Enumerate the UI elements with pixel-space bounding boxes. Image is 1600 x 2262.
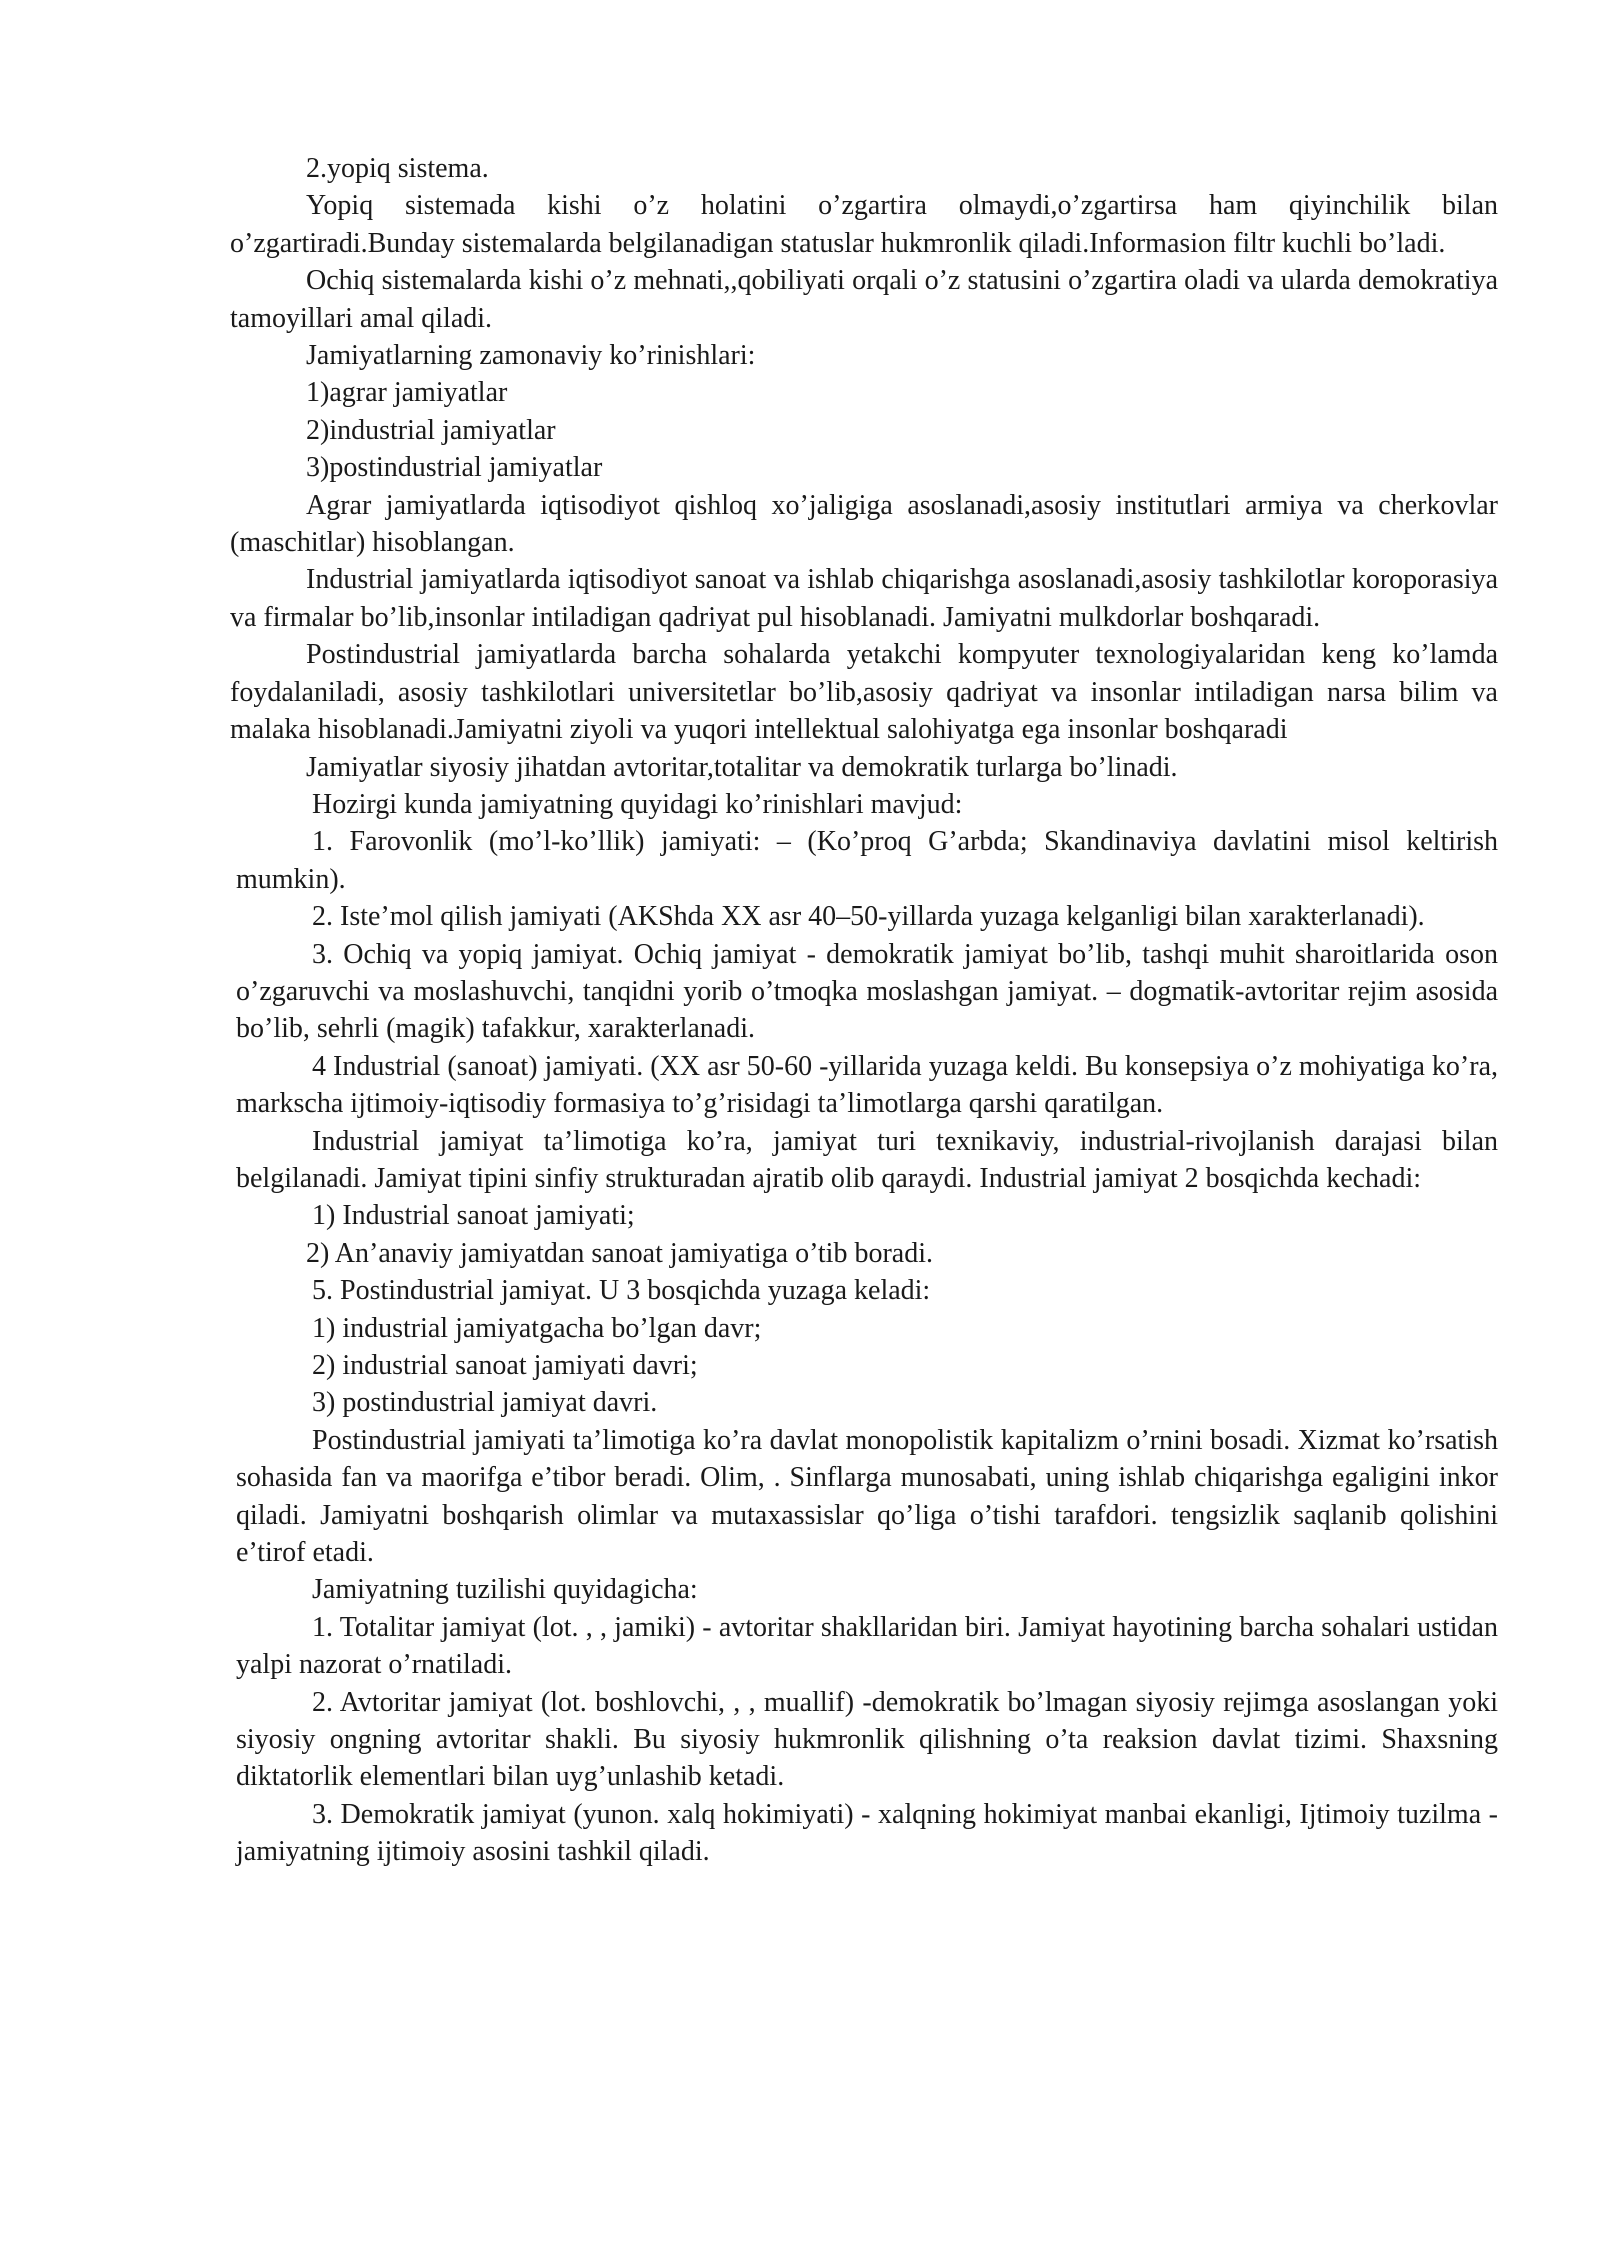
- document-page: [230, 150, 1498, 1871]
- paragraph: 1. Farovonlik (mo’l-ko’llik) jamiyati: – (Ko’proq G’arbda; Skandinaviya davlatini misol keltirish mumkin).: [236, 826, 1498, 895]
- paragraph: Postindustrial jamiyati ta’limotiga ko’ra davlat monopolistik kapitalizm o’rnini bosadi. Xizmat ko’rsatish sohasida fan va maorifga e’tibor beradi. Olim, . Sinflarga munosabati, uning ishlab chiqarishga egaligini inkor qiladi. Jamiyatni boshqarish olimlar va mutaxassislar qo’liga o’tishi tarafdori. tengsizlik saqlanib qolishini e’tirof etadi.: [236, 1424, 1498, 1569]
- list-line: 3) postindustrial jamiyat davri.: [312, 1387, 658, 1419]
- paragraph: Yopiq sistemada kishi o’z holatini o’zgartira olmaydi,o’zgartirsa ham qiyinchilik bilan o’zgartiradi.Bunday sistemalarda belgilanadigan statuslar hukmronlik qiladi.Informasion filtr kuchli bo’ladi.: [230, 190, 1498, 259]
- list-line: 5. Postindustrial jamiyat. U 3 bosqichda yuzaga keladi:: [312, 1275, 931, 1307]
- paragraph: Agrar jamiyatlarda iqtisodiyot qishloq xo’jaligiga asoslanadi,asosiy institutlari armiya va cherkovlar (maschitlar) hisoblangan.: [230, 489, 1498, 559]
- paragraph: Postindustrial jamiyatlarda barcha sohalarda yetakchi kompyuter texnologiyalaridan keng ko’lamda foydalaniladi, asosiy tashkilotlari universitetlar bo’lib,asosiy qadriyat va insonlar intiladigan narsa bilim va malaka hisoblanadi.Jamiyatni ziyoli va yuqori intellektual salohiyatga ega insonlar boshqaradi: [230, 639, 1498, 746]
- list-line: 2)industrial jamiyatlar: [306, 414, 556, 446]
- paragraph: 3. Ochiq va yopiq jamiyat. Ochiq jamiyat - demokratik jamiyat bo’lib, tashqi muhit sharoitlarida oson o’zgaruvchi va moslashuvchi, tanqidni yorib o’tmoqka moslashgan jamiyat. – dogmatik-avtoritar rejim asosida bo’lib, sehrli (magik) tafakkur, xarakterlanadi.: [236, 938, 1498, 1045]
- list-line: 3)postindustrial jamiyatlar: [306, 452, 603, 484]
- list-line: 1) industrial jamiyatgacha bo’lgan davr;: [312, 1312, 762, 1344]
- paragraph: Industrial jamiyat ta’limotiga ko’ra, jamiyat turi texnikaviy, industrial-rivojlanish darajasi bilan belgilanadi. Jamiyat tipini sinfiy strukturadan ajratib olib qaraydi. Industrial jamiyat 2 bosqichda kechadi:: [236, 1125, 1498, 1194]
- paragraph: 1. Totalitar jamiyat (lot. , , jamiki) - avtoritar shakllaridan biri. Jamiyat hayotining barcha sohalari ustidan yalpi nazorat o’rnatiladi.: [236, 1611, 1498, 1681]
- list-line: Hozirgi kunda jamiyatning quyidagi ko’rinishlari mavjud:: [312, 788, 963, 820]
- list-line: 2) An’anaviy jamiyatdan sanoat jamiyatiga o’tib boradi.: [306, 1237, 933, 1269]
- list-line: Jamiyatlar siyosiy jihatdan avtoritar,totalitar va demokratik turlarga bo’linadi.: [306, 751, 1178, 783]
- list-line: 2) industrial sanoat jamiyati davri;: [312, 1350, 698, 1381]
- list-line: 1) Industrial sanoat jamiyati;: [312, 1200, 635, 1232]
- paragraph: 4 Industrial (sanoat) jamiyati. (XX asr 50-60 -yillarida yuzaga keldi. Bu konsepsiya o’z mohiyatiga ko’ra, markscha ijtimoiy-iqtisodiy formasiya to’g’risidagi ta’limotlarga qarshi qaratilgan.: [236, 1050, 1498, 1120]
- list-line: Jamiyatlarning zamonaviy ko’rinishlari:: [306, 340, 756, 372]
- paragraph: Ochiq sistemalarda kishi o’z mehnati,,qobiliyati orqali o’z statusini o’zgartira oladi va ularda demokratiya tamoyillari amal qiladi.: [230, 265, 1498, 334]
- list-line: 1)agrar jamiyatlar: [306, 377, 508, 409]
- list-line: 2.yopiq sistema.: [306, 153, 489, 184]
- paragraph: 3. Demokratik jamiyat (yunon. xalq hokimiyati) - xalqning hokimiyat manbai ekanligi, Ijtimoiy tuzilma - jamiyatning ijtimoiy asosini tashkil qiladi.: [236, 1798, 1498, 1868]
- paragraph: Industrial jamiyatlarda iqtisodiyot sanoat va ishlab chiqarishga asoslanadi,asosiy tashkilotlar koroporasiya va firmalar bo’lib,insonlar intiladigan qadriyat pul hisoblanadi. Jamiyatni mulkdorlar boshqaradi.: [230, 564, 1498, 633]
- paragraph: 2. Avtoritar jamiyat (lot. boshlovchi, , , muallif) -demokratik bo’lmagan siyosiy rejimga asoslangan yoki siyosiy ongning avtoritar shakli. Bu siyosiy hukmronlik qilishning o’ta reaksion davlat tizimi. Shaxsning diktatorlik elementlari bilan uyg’unlashib ketadi.: [236, 1686, 1498, 1793]
- list-line: Jamiyatning tuzilishi quyidagicha:: [312, 1574, 698, 1606]
- paragraph: 2. Iste’mol qilish jamiyati (AKShda XX asr 40–50-yillarda yuzaga kelganligi bilan xarakterlanadi).: [312, 901, 1425, 933]
